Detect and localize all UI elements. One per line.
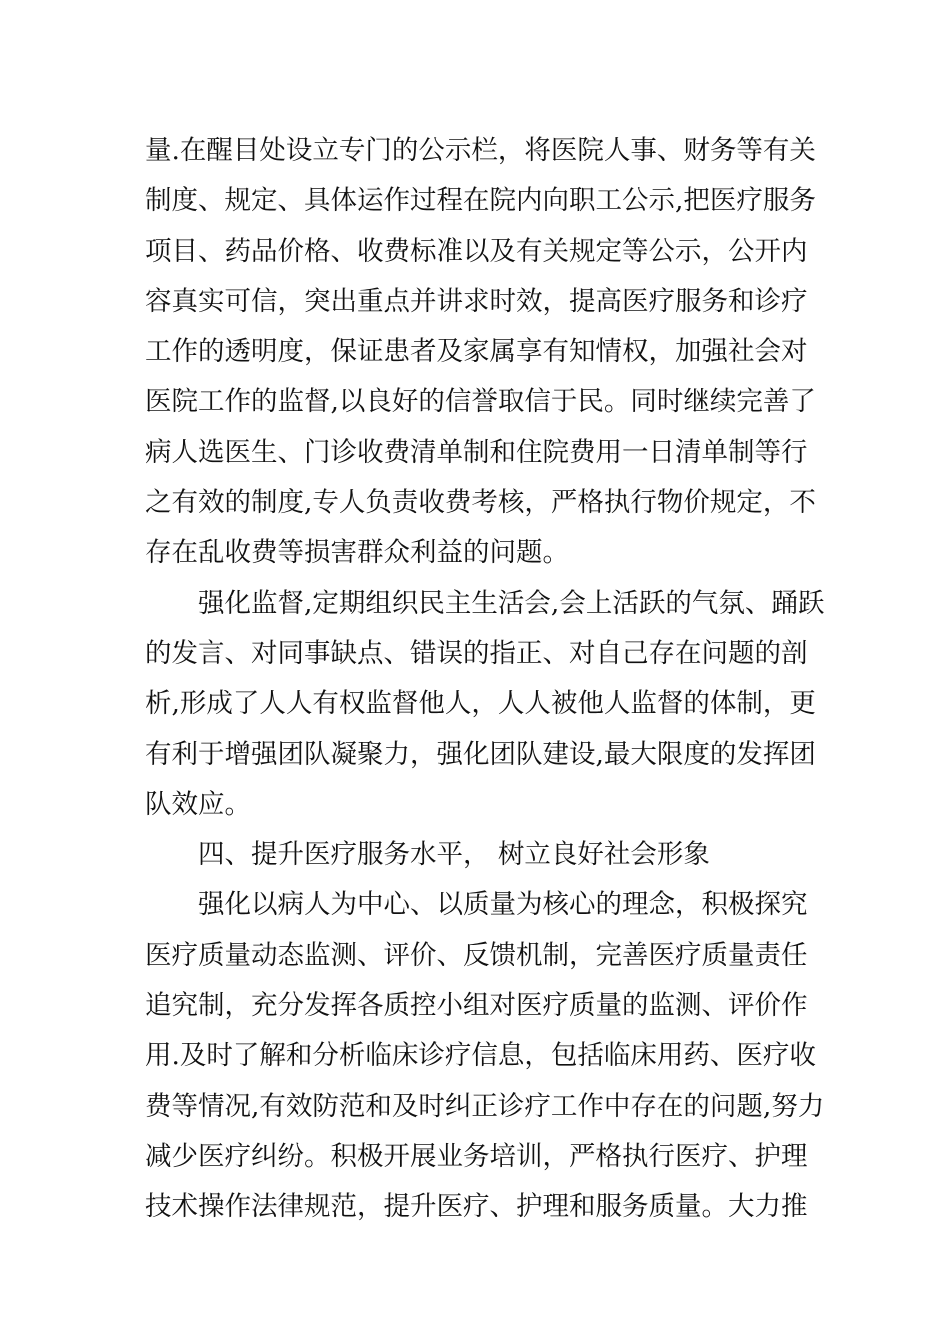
text-line: 技术操作法律规范，提升医疗、护理和服务质量。大力推	[145, 1191, 808, 1223]
text-line: 病人选医生、门诊收费清单制和住院费用一日清单制等行	[145, 436, 808, 468]
text-line: 有利于增强团队凝聚力，强化团队建设,最大限度的发挥团	[145, 738, 816, 770]
text-line: 工作的透明度，保证患者及家属享有知情权，加强社会对	[145, 336, 808, 368]
text-line: 医院工作的监督,以良好的信誉取信于民。同时继续完善了	[145, 386, 816, 418]
text-line: 强化监督,定期组织民主生活会,会上活跃的气氛、踊跃	[198, 587, 825, 619]
text-line: 用.及时了解和分析临床诊疗信息，包括临床用药、医疗收	[145, 1040, 816, 1072]
text-line: 强化以病人为中心、以质量为核心的理念，积极探究	[198, 889, 808, 921]
text-line: 容真实可信，突出重点并讲求时效，提高医疗服务和诊疗	[145, 285, 808, 317]
text-line: 队效应。	[145, 788, 251, 820]
document-body	[145, 126, 825, 1233]
text-line: 费等情况,有效防范和及时纠正诊疗工作中存在的问题,努力	[145, 1090, 825, 1122]
text-line: 析,形成了人人有权监督他人，人人被他人监督的体制，更	[145, 688, 816, 720]
text-line: 量.在醒目处设立专门的公示栏，将医院人事、财务等有关	[145, 135, 816, 166]
text-line: 追究制，充分发挥各质控小组对医疗质量的监测、评价作	[145, 990, 808, 1022]
text-line: 减少医疗纠纷。积极开展业务培训，严格执行医疗、护理	[145, 1140, 808, 1172]
text-line: 的发言、对同事缺点、错误的指正、对自己存在问题的剖	[145, 637, 808, 669]
text-line: 之有效的制度,专人负责收费考核，严格执行物价规定，不	[145, 487, 816, 519]
text-line: 存在乱收费等损害群众利益的问题。	[145, 537, 569, 569]
text-line: 制度、规定、具体运作过程在院内向职工公示,把医疗服务	[145, 185, 816, 217]
text-line: 项目、药品价格、收费标准以及有关规定等公示，公开内	[145, 235, 808, 267]
text-line: 医疗质量动态监测、评价、反馈机制，完善医疗质量责任	[145, 939, 808, 971]
section-heading: 四、提升医疗服务水平， 树立良好社会形象	[198, 839, 710, 871]
